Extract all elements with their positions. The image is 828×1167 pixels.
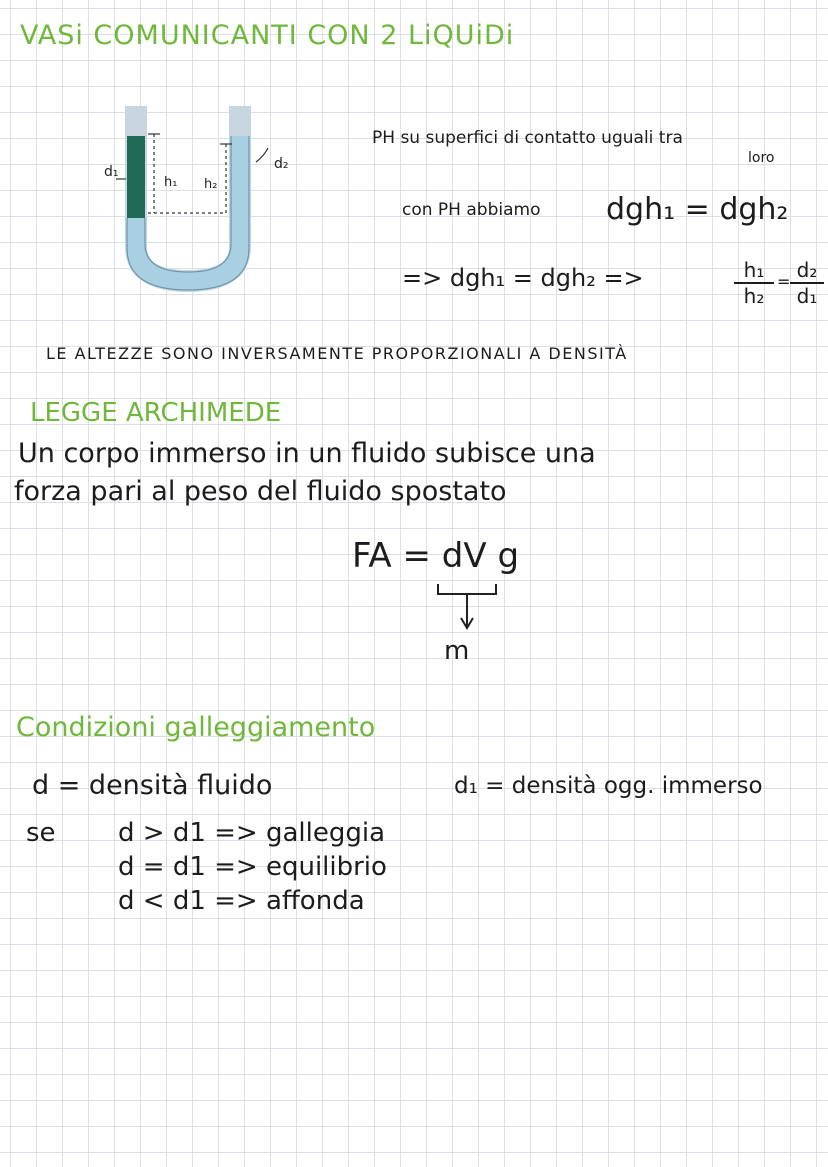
fraction-d-num: d₂ xyxy=(796,258,818,282)
pressure-line2-formula: dgh₁ = dgh₂ xyxy=(606,192,789,227)
fraction-d xyxy=(790,258,824,308)
galleggiamento-heading: Condizioni galleggiamento xyxy=(16,712,376,743)
u-tube-glass xyxy=(136,106,240,281)
pressure-line3-formula: => dgh₁ = dgh₂ => xyxy=(402,264,644,292)
def-d1: d₁ = densità ogg. immerso xyxy=(454,773,763,799)
pressure-line2-text: con PH abbiamo xyxy=(402,200,541,220)
condition-float: d > d1 => galleggia xyxy=(118,818,386,848)
mass-bracket-arrow xyxy=(432,580,512,640)
arrow-label-m: m xyxy=(444,636,470,666)
label-d2: d₂ xyxy=(274,156,289,172)
fraction-d-den: d₁ xyxy=(790,282,824,308)
liquid-dark xyxy=(127,136,145,218)
fraction-equals: = xyxy=(777,272,791,291)
archimede-line2: forza pari al peso del fluido spostato xyxy=(14,476,507,507)
archimede-heading: LEGGE ARCHIMEDE xyxy=(30,398,282,428)
conclusion-text: LE ALTEZZE SONO INVERSAMENTE PROPORZIONALI A DENSITÀ xyxy=(46,344,628,363)
label-h1: h₁ xyxy=(164,175,178,190)
pressure-line1b: loro xyxy=(748,150,775,166)
u-tube-diagram xyxy=(96,96,306,296)
fraction-h-num: h₁ xyxy=(743,258,765,282)
archimede-formula: FA = dV g xyxy=(352,536,520,576)
page-title: VASi COMUNICANTI CON 2 LiQUiDi xyxy=(20,20,515,51)
se-label: se xyxy=(26,818,56,848)
fraction-h xyxy=(734,258,774,308)
condition-sink: d < d1 => affonda xyxy=(118,886,365,916)
pressure-line1a: PH su superfici di contatto uguali tra xyxy=(372,128,683,148)
label-d1: d₁ xyxy=(104,164,119,180)
label-h2: h₂ xyxy=(204,177,218,192)
condition-equilibrium: d = d1 => equilibrio xyxy=(118,852,387,882)
def-d: d = densità fluido xyxy=(32,770,273,801)
fraction-h-den: h₂ xyxy=(734,282,774,308)
archimede-line1: Un corpo immerso in un fluido subisce una xyxy=(18,438,596,469)
liquid-light xyxy=(136,136,240,281)
